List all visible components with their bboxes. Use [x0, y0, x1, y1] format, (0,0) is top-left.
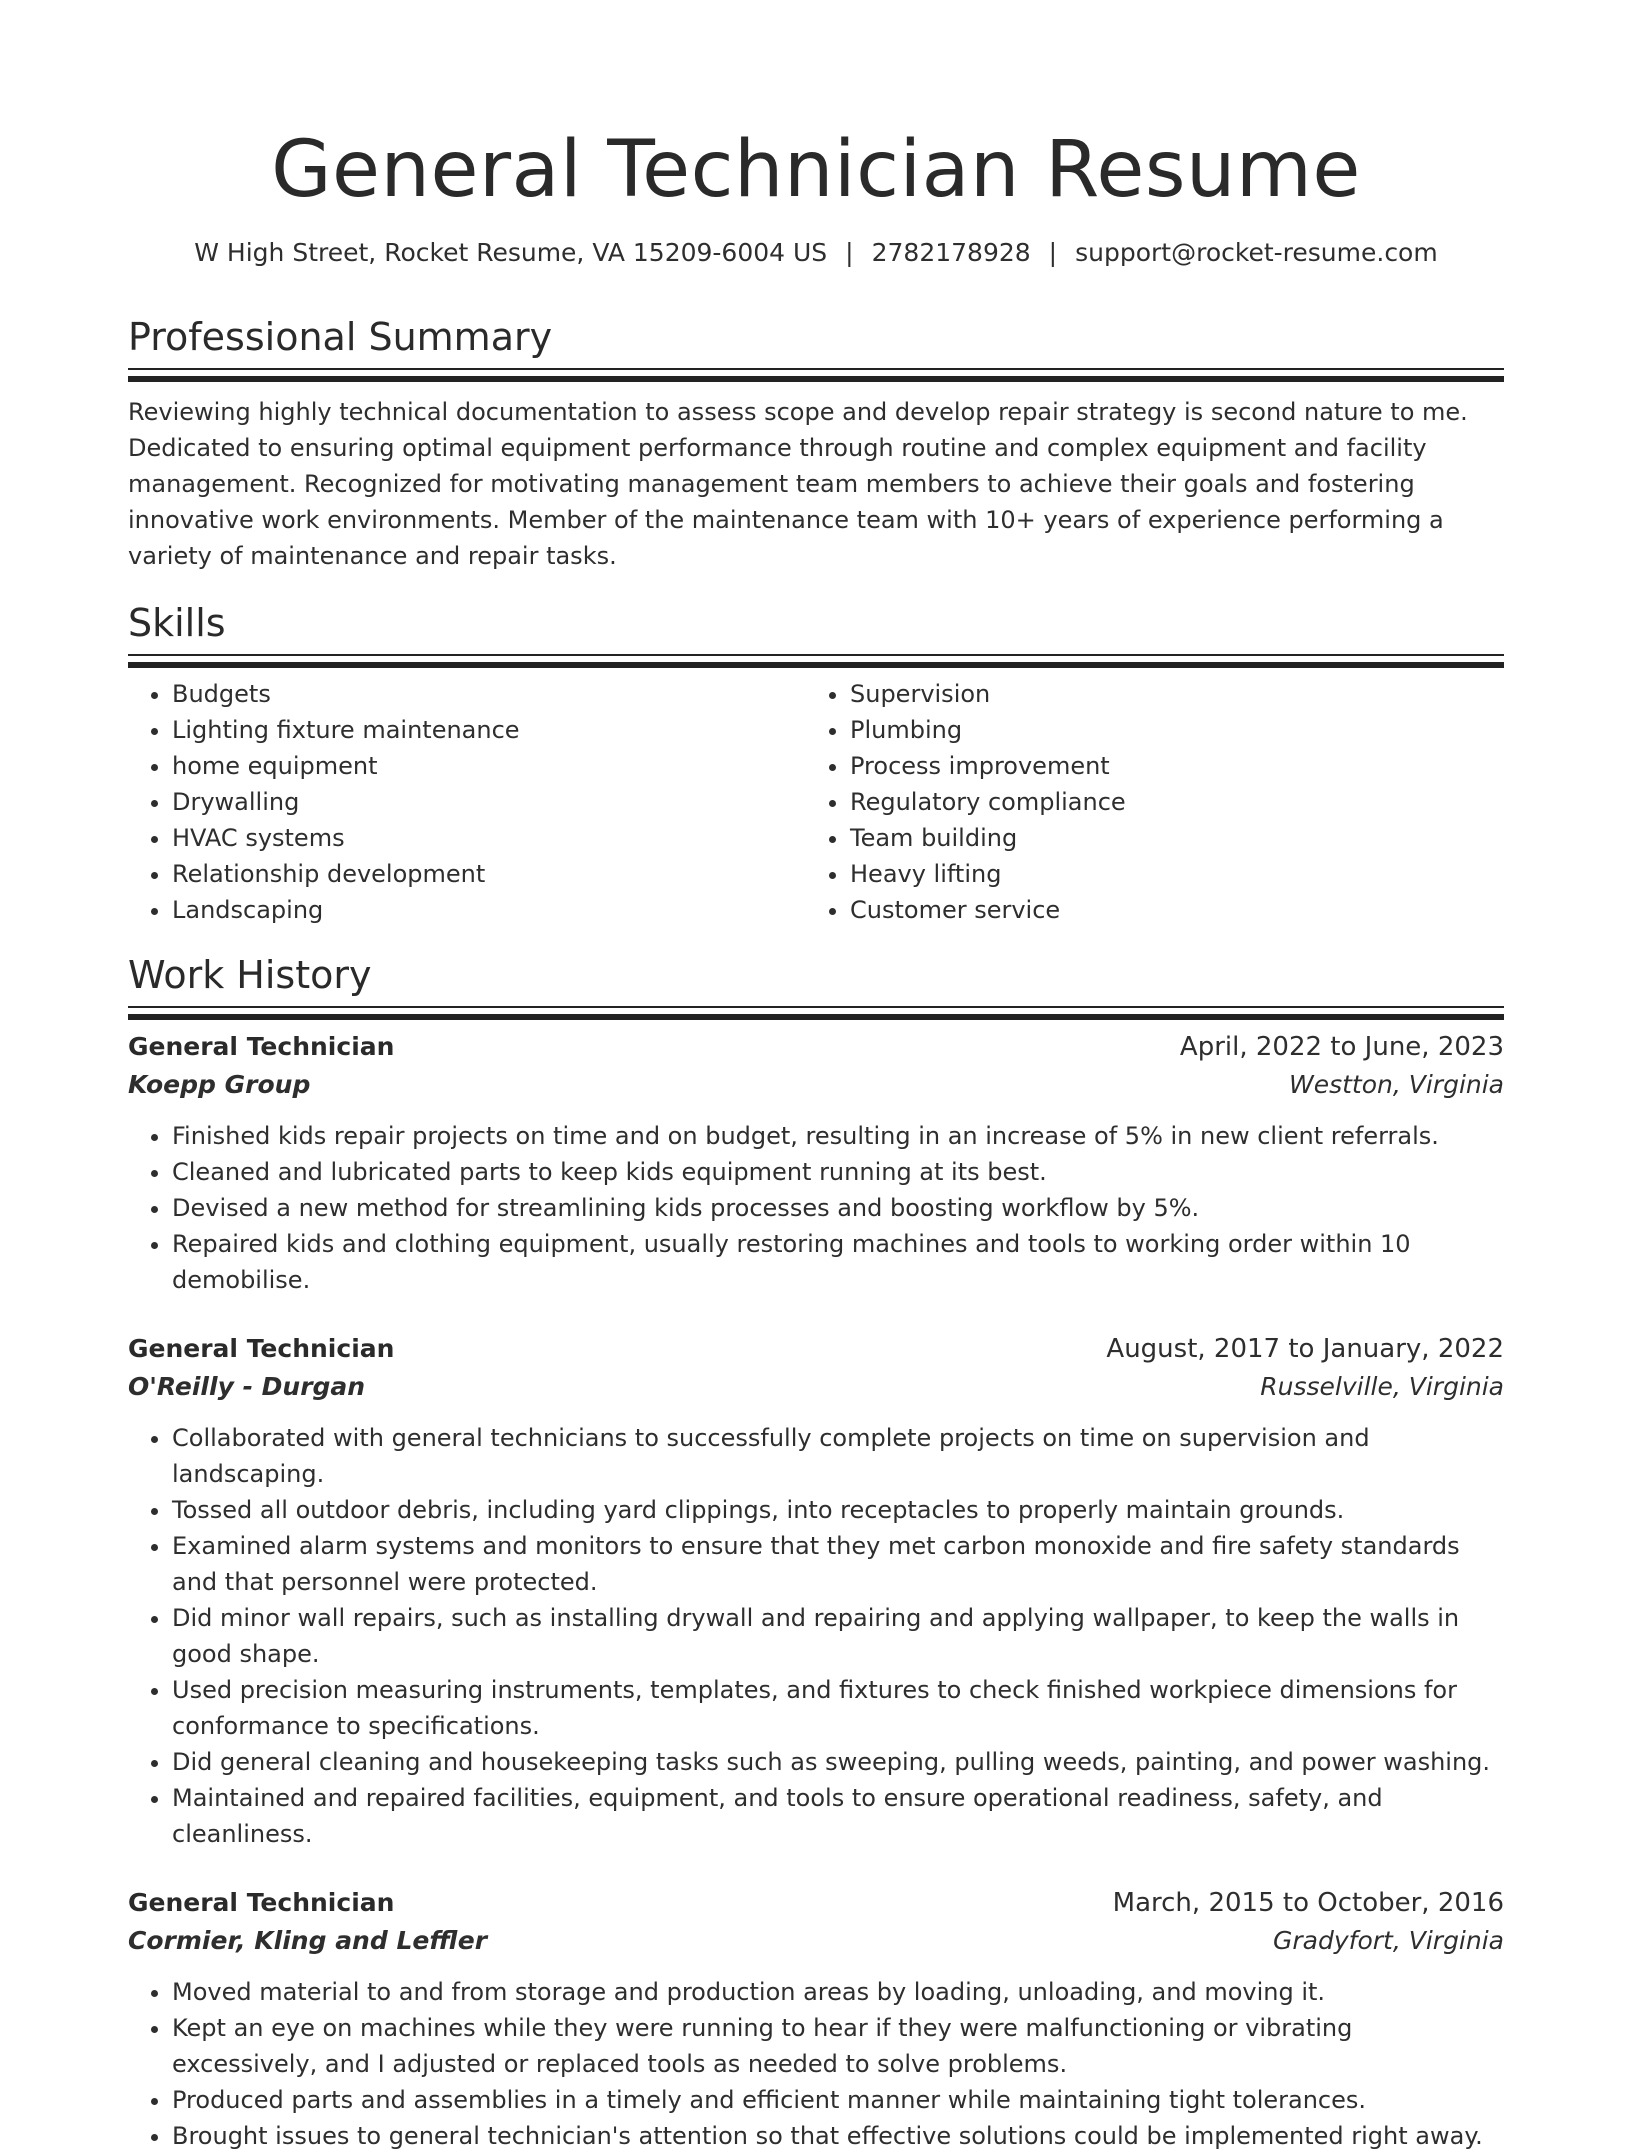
- skill-item: • home equipment: [172, 748, 806, 784]
- address: W High Street, Rocket Resume, VA 15209-6004 US: [194, 238, 828, 267]
- job-bullet: • Collaborated with general technicians to successfully complete projects on time on supervision and landscaping.: [172, 1420, 1504, 1492]
- section-divider: [128, 1006, 1504, 1022]
- job-entry: [128, 1028, 1504, 1298]
- work-history-section: [128, 950, 1504, 2154]
- job-bullet: • Brought issues to general technician's attention so that effective solutions could be implemented right away.: [172, 2118, 1504, 2154]
- job-header: [128, 1028, 1504, 1066]
- job-bullet: • Finished kids repair projects on time and on budget, resulting in an increase of 5% in new client referrals.: [172, 1118, 1504, 1154]
- skill-item: • Drywalling: [172, 784, 806, 820]
- job-location: Gradyfort, Virginia: [1273, 1926, 1504, 1955]
- job-title: General Technician: [128, 1888, 395, 1917]
- job-bullets: [128, 1118, 1504, 1298]
- job-company: O'Reilly - Durgan: [128, 1372, 366, 1401]
- job-bullet: • Kept an eye on machines while they were running to hear if they were malfunctioning or vibrating excessively, and I adjusted or replaced tools as needed to solve problems.: [172, 2010, 1504, 2082]
- job-title: General Technician: [128, 1334, 395, 1363]
- job-entry: [128, 1330, 1504, 1852]
- job-bullet: • Used precision measuring instruments, templates, and fixtures to check finished workpiece dimensions for conformance to specifications.: [172, 1672, 1504, 1744]
- job-bullet: • Did minor wall repairs, such as installing drywall and repairing and applying wallpaper, to keep the walls in good shape.: [172, 1600, 1504, 1672]
- skill-item: • Heavy lifting: [850, 856, 1484, 892]
- job-bullet: • Produced parts and assemblies in a timely and efficient manner while maintaining tight tolerances.: [172, 2082, 1504, 2118]
- section-divider: [128, 654, 1504, 670]
- job-company: Cormier, Kling and Leffler: [128, 1926, 488, 1955]
- job-bullet: • Repaired kids and clothing equipment, usually restoring machines and tools to working order within 10 demobilise.: [172, 1226, 1504, 1298]
- skill-item: • Relationship development: [172, 856, 806, 892]
- job-bullet: • Cleaned and lubricated parts to keep kids equipment running at its best.: [172, 1154, 1504, 1190]
- job-company: Koepp Group: [128, 1070, 311, 1099]
- skill-item: • Plumbing: [850, 712, 1484, 748]
- job-subheader: [128, 1066, 1504, 1104]
- job-subheader: [128, 1368, 1504, 1406]
- section-divider: [128, 368, 1504, 384]
- contact-line: [128, 236, 1504, 270]
- job-dates: August, 2017 to January, 2022: [1106, 1334, 1504, 1364]
- resume-title: General Technician Resume: [271, 125, 1361, 215]
- job-bullet: • Examined alarm systems and monitors to ensure that they met carbon monoxide and fire safety standards and that personnel were protected.: [172, 1528, 1504, 1600]
- phone: 2782178928: [871, 238, 1031, 267]
- section-heading-summary: Professional Summary: [128, 315, 553, 359]
- job-location: Russelville, Virginia: [1260, 1372, 1504, 1401]
- job-title: General Technician: [128, 1032, 395, 1061]
- email: support@rocket-resume.com: [1075, 238, 1438, 267]
- contact-separator: |: [1048, 238, 1058, 267]
- section-heading-work-history: Work History: [128, 953, 372, 997]
- job-header: [128, 1884, 1504, 1922]
- job-bullets: [128, 1420, 1504, 1852]
- skill-item: • Team building: [850, 820, 1484, 856]
- job-bullet: • Devised a new method for streamlining kids processes and boosting workflow by 5%.: [172, 1190, 1504, 1226]
- job-bullet: • Moved material to and from storage and production areas by loading, unloading, and moving it.: [172, 1974, 1504, 2010]
- skill-item: • Supervision: [850, 676, 1484, 712]
- summary-section: [128, 312, 1504, 574]
- skill-item: • Customer service: [850, 892, 1484, 928]
- skill-item: • Landscaping: [172, 892, 806, 928]
- job-bullets: [128, 1974, 1504, 2154]
- skill-item: • Lighting fixture maintenance: [172, 712, 806, 748]
- skill-item: • Budgets: [172, 676, 806, 712]
- job-bullet: • Maintained and repaired facilities, equipment, and tools to ensure operational readiness, safety, and cleanliness.: [172, 1780, 1504, 1852]
- skills-section: [128, 598, 1504, 928]
- job-bullet: • Did general cleaning and housekeeping tasks such as sweeping, pulling weeds, painting, and power washing.: [172, 1744, 1504, 1780]
- resume-page: [128, 0, 1504, 2154]
- job-bullet: • Tossed all outdoor debris, including yard clippings, into receptacles to properly maintain grounds.: [172, 1492, 1504, 1528]
- skill-item: • Regulatory compliance: [850, 784, 1484, 820]
- job-header: [128, 1330, 1504, 1368]
- job-entry: [128, 1884, 1504, 2154]
- section-heading-skills: Skills: [128, 601, 226, 645]
- skill-item: • Process improvement: [850, 748, 1484, 784]
- job-dates: April, 2022 to June, 2023: [1179, 1032, 1504, 1062]
- skills-left-list: [128, 676, 806, 928]
- summary-text: Reviewing highly technical documentation to assess scope and develop repair strategy is second nature to me. Dedicated to ensuring optimal equipment performance through routine and complex equipment and facility management. Recognized for motivating management team members to achieve their goals and fostering innovative work environments. Member of the maintenance team with 10+ years of experience performing a variety of maintenance and repair tasks.: [128, 398, 1468, 570]
- job-subheader: [128, 1922, 1504, 1960]
- skills-columns: [128, 676, 1504, 928]
- job-location: Westton, Virginia: [1288, 1070, 1504, 1099]
- job-dates: March, 2015 to October, 2016: [1112, 1888, 1504, 1918]
- skill-item: • HVAC systems: [172, 820, 806, 856]
- skills-right-list: [806, 676, 1484, 928]
- contact-separator: |: [845, 238, 854, 267]
